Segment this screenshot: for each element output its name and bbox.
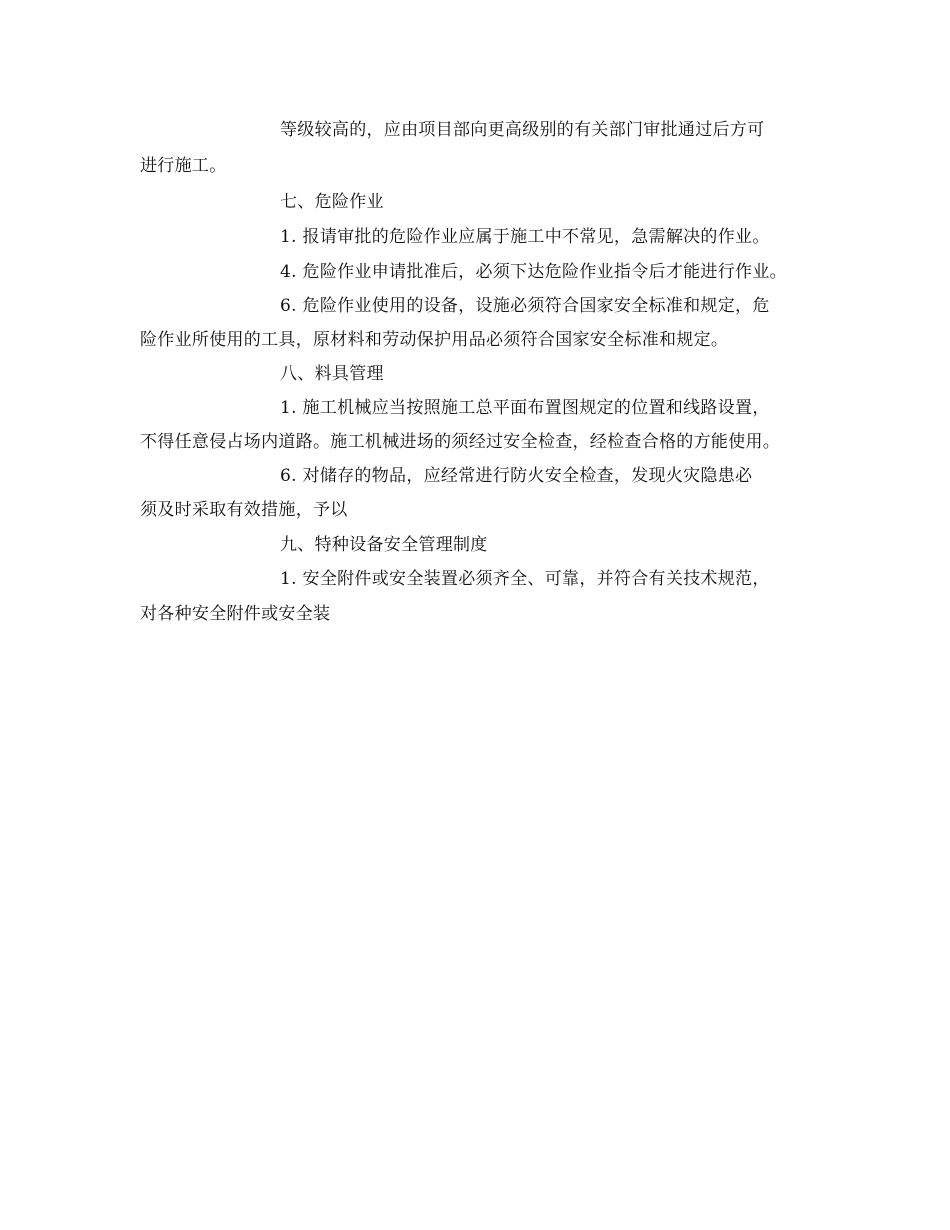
materials-item-1-line-2: 不得任意侵占场内道路。施工机械进场的须经过安全检查，经检查合格的方能使用。: [140, 432, 781, 452]
materials-item-1-line-1: 1. 施工机械应当按照施工总平面布置图规定的位置和线路设置，: [280, 398, 770, 418]
dangerous-work-item-6-line-1: 6. 危险作业使用的设备，设施必须符合国家安全标准和规定，危: [280, 296, 770, 316]
section-heading-dangerous-work: 七、危险作业: [280, 192, 384, 212]
dangerous-work-item-1: 1. 报请审批的危险作业应属于施工中不常见，急需解决的作业。: [280, 227, 770, 247]
section-heading-materials: 八、料具管理: [280, 364, 384, 384]
section-heading-special-equipment: 九、特种设备安全管理制度: [280, 535, 488, 555]
special-equipment-item-1-line-2: 对各种安全附件或安全装: [140, 604, 331, 624]
paragraph-approval-line-1: 等级较高的，应由项目部向更高级别的有关部门审批通过后方可: [280, 120, 765, 140]
materials-item-6-line-2: 须及时采取有效措施，予以: [140, 500, 348, 520]
materials-item-6-line-1: 6. 对储存的物品，应经常进行防火安全检查，发现火灾隐患必: [280, 466, 753, 486]
paragraph-approval-line-2: 进行施工。: [140, 156, 227, 176]
special-equipment-item-1-line-1: 1. 安全附件或安全装置必须齐全、可靠，并符合有关技术规范，: [280, 569, 770, 589]
dangerous-work-item-6-line-2: 险作业所使用的工具，原材料和劳动保护用品必须符合国家安全标准和规定。: [140, 330, 729, 350]
dangerous-work-item-4: 4. 危险作业申请批准后，必须下达危险作业指令后才能进行作业。: [280, 262, 787, 282]
